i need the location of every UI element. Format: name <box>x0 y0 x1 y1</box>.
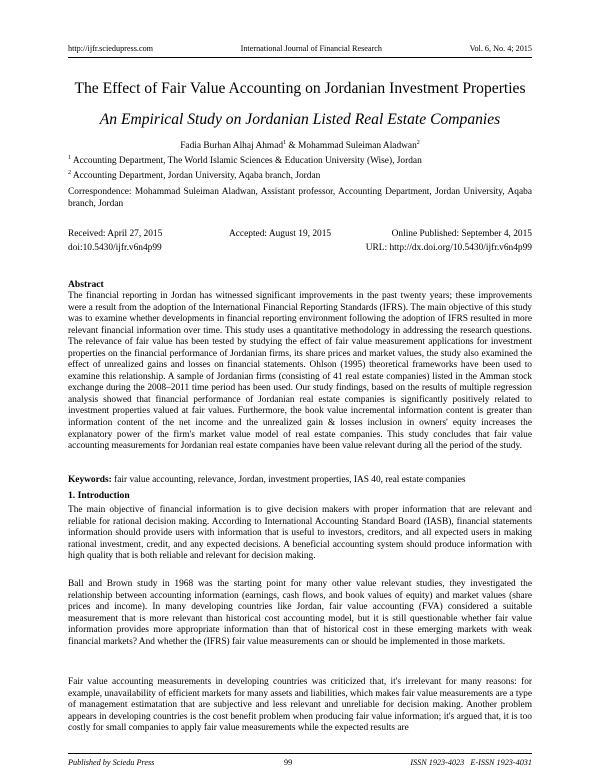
correspondence: Correspondence: Mohammad Suleiman Aladwan, Assistant professor, Accounting Department, Jordan University, Aqaba branch, Jordan <box>68 187 532 209</box>
received-date: Received: April 27, 2015 <box>68 229 163 239</box>
author-1-affiliation-mark: 1 <box>283 140 287 146</box>
publisher: Published by Sciedu Press <box>68 758 155 767</box>
affiliation-1-text: Accounting Department, The World Islamic Sciences & Education University (Wise), Jordan <box>71 156 422 166</box>
author-1: Fadia Burhan Alhaj Ahmad <box>180 141 284 151</box>
introduction-paragraph-2: Ball and Brown study in 1968 was the starting point for many other value relevant studies, they investigated the relationship between accounting information (earnings, cash flows, and book values of equity) and market values (share prices and income). In many developing countries like Jordan, fair value accounting (FVA) considered a suitable measurement that is more relevant than historical cost accounting model, but it is still questionable whether fair value information provides more appropriate information than that of historical cost in these emerging markets with weak financial markets? And whether the (IFRS) fair value measurements can or should be implemented in those markets. <box>68 579 532 647</box>
footer-divider <box>68 753 532 754</box>
abstract-text: The financial reporting in Jordan has witnessed significant improvements in the past twenty years; these improvements were a result from the adoption of the International Financial Reporting Standards (IFRS). The main objective of this study was to examine whether developments in financial reporting environment following the adoption of IFRS resulted in more relevant financial information over time. This study uses a quantitative methodology in addressing the research questions. The relevance of fair value has been tested by studying the effect of fair value measurement applications for investment properties on the financial performance of Jordanian firms, its share prices and market values, the study also examined the effect of unrealized gains and losses on financial statements. Ohlson (1995) theoretical frameworks have been used to examine this relationship. A sample of Jordanian firms (consisting of 41 real estate companies) listed in the Amman stock exchange during the 2008–2011 time period has been used. Our study findings, based on the results of multiple regression analysis showed that financial performance of Jordanian real estate companies is significantly positively related to investment properties valued at fair values. Furthermore, the book value incremental information content is greater than information content of the net income and the unrealized gain & losses inclusion in owners' equity increases the explanatory power of the firm's market value model of real estate companies. This study concludes that fair value accounting measurements for Jordanian real estate companies have been value relevant during all the period of the study. <box>68 291 532 452</box>
author-2-affiliation-mark: 2 <box>416 140 420 146</box>
header-divider <box>68 57 532 58</box>
running-header <box>68 44 532 56</box>
page-number: 99 <box>284 758 293 767</box>
issn: ISSN 1923-4023 E-ISSN 1923-4031 <box>410 758 532 767</box>
author-connector: & <box>286 141 299 151</box>
abstract-heading: Abstract <box>68 279 104 290</box>
introduction-paragraph-1: The main objective of financial information is to give decision makers with proper information that are relevant and reliable for rational decision making. According to International Accounting Standard Board (IASB), financial statements information should provide users with information that is useful to investors, creditors, and all expected users in making rational investment, credit, and any expected decisions. A beneficial accounting system should produce information with high quality that is both reliable and relevant for decision making. <box>68 505 532 562</box>
paper-title: The Effect of Fair Value Accounting on Jordanian Investment Properties <box>74 80 526 97</box>
affiliation-1 <box>68 156 532 168</box>
doi-url[interactable]: URL: http://dx.doi.org/10.5430/ijfr.v6n4p99 <box>365 243 532 253</box>
keywords <box>68 475 532 485</box>
accepted-date: Accepted: August 19, 2015 <box>229 229 332 239</box>
journal-url[interactable]: http://ijfr.sciedupress.com <box>68 44 154 53</box>
affiliation-2-mark: 2 <box>68 170 71 176</box>
introduction-paragraph-3: Fair value accounting measurements in developing countries was criticized that, it's irrelevant for many reasons: for example, unavailability of efficient markets for many assets and liabilities, which makes fair value measurements are a type of management estimatation that are subjective and less relevant and unreliable for decision making. Another problem appears in developing countries is the cost benefit problem when producing fair value information; it's argued that, it is too costly for small companies to apply fair value measurements while the expected results are <box>68 677 532 734</box>
paper-subtitle: An Empirical Study on Jordanian Listed Real Estate Companies <box>99 111 501 128</box>
affiliation-1-mark: 1 <box>68 155 71 161</box>
published-date: Online Published: September 4, 2015 <box>391 229 532 239</box>
affiliation-2 <box>68 171 532 183</box>
volume-info: Vol. 6, No. 4; 2015 <box>469 44 532 53</box>
keywords-text: fair value accounting, relevance, Jordan, investment properties, IAS 40, real estate companies <box>111 475 466 485</box>
author-2: Mohammad Suleiman Aladwan <box>298 141 417 151</box>
author-line <box>40 140 560 152</box>
affiliation-2-text: Accounting Department, Jordan University, Aqaba branch, Jordan <box>71 171 321 181</box>
journal-name: International Journal of Financial Research <box>240 44 383 53</box>
keywords-label: Keywords: <box>68 475 112 485</box>
introduction-heading: 1. Introduction <box>68 490 130 501</box>
doi[interactable]: doi:10.5430/ijfr.v6n4p99 <box>68 243 162 253</box>
